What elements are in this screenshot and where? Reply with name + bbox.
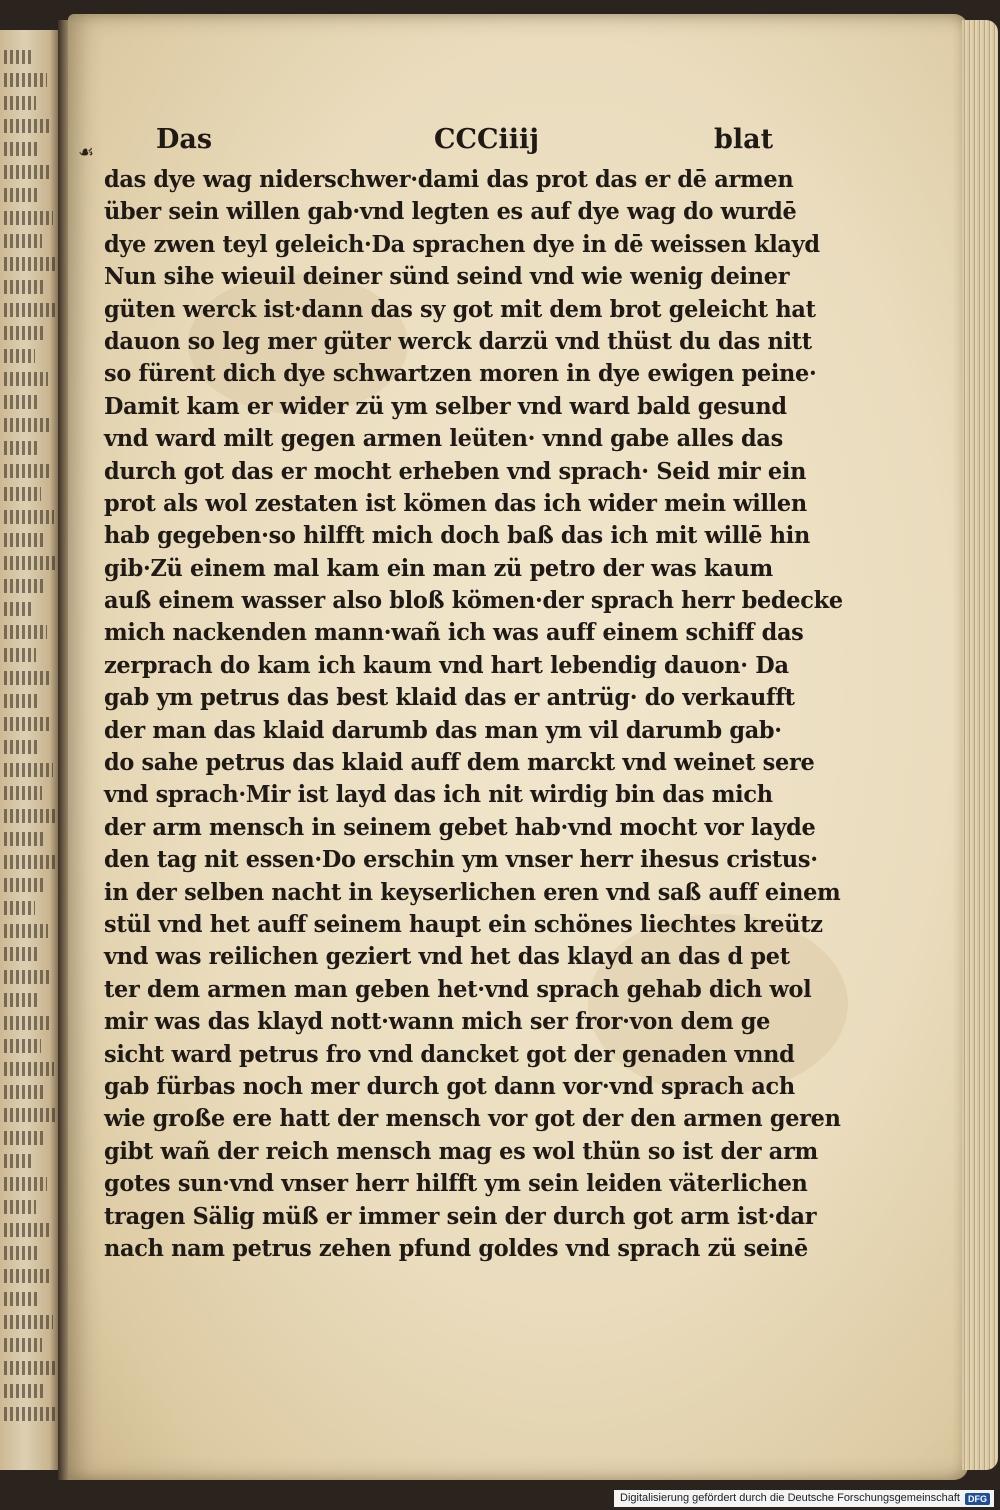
page-edges	[962, 20, 998, 1470]
text-line: der man das klaid darumb das man ym vil darumb gab·	[104, 716, 782, 744]
bleed-through-line	[4, 1200, 36, 1214]
text-line: so fürent dich dye schwartzen moren in dye ewigen peine·	[104, 360, 817, 388]
bleed-through-line	[4, 786, 42, 800]
bleed-through-line	[4, 855, 57, 869]
bleed-through-line	[4, 349, 35, 363]
bleed-through-line	[4, 1108, 56, 1122]
text-line: sicht ward petrus fro vnd dancket got der genaden vnnd	[104, 1040, 795, 1068]
bleed-through-line	[4, 280, 44, 294]
text-line: zerprach do kam ich kaum vnd hart lebendig dauon· Da	[104, 651, 789, 679]
text-line: vnd was reilichen geziert vnd het das klayd an das d pet	[104, 943, 790, 971]
bleed-through-line	[4, 303, 57, 317]
bleed-through-line	[4, 1223, 49, 1237]
text-line: vnd sprach·Mir ist layd das ich nit wirdig bin das mich	[104, 781, 773, 809]
bleed-through-line	[4, 763, 53, 777]
text-line: über sein willen gab·vnd legten es auf dye wag do wurdē	[104, 198, 797, 226]
text-line: hab gegeben·so hilfft mich doch baß das ich mit willē hin	[104, 522, 810, 550]
text-line: gib·Zü einem mal kam ein man zü petro der was kaum	[104, 554, 773, 582]
bleed-through-line	[4, 970, 50, 984]
text-line: vnd ward milt gegen armen leüten· vnnd gabe alles das	[104, 425, 783, 453]
bleed-through-line	[4, 625, 47, 639]
running-head-blat: blat	[714, 124, 774, 155]
bleed-through-line	[4, 1315, 53, 1329]
bleed-through-line	[4, 648, 36, 662]
bleed-through-line	[4, 717, 51, 731]
text-line: dauon so leg mer güter werck darzü vnd thüst du das nitt	[104, 327, 812, 355]
bleed-through-line	[4, 96, 36, 110]
text-line: wie große ere hatt der mensch vor got der den armen geren	[104, 1105, 841, 1133]
bleed-through-line	[4, 1177, 47, 1191]
running-head-title: Das	[156, 124, 213, 155]
printer-mark: ☙	[78, 142, 95, 163]
bleed-through-line	[4, 441, 39, 455]
bleed-through-line	[4, 924, 48, 938]
text-line: gotes sun·vnd vnser herr hilfft ym sein leiden väterlichen	[104, 1170, 808, 1198]
bleed-through-line	[4, 1131, 45, 1145]
text-line: gab ym petrus das best klaid das er antrüg· do verkaufft	[104, 684, 795, 712]
dfg-logo: DFG	[965, 1493, 990, 1505]
bleed-through-line	[4, 510, 54, 524]
text-line: Nun sihe wieuil deiner sünd seind vnd wie wenig deiner	[104, 263, 790, 291]
bleed-through-line	[4, 326, 46, 340]
bleed-through-line	[4, 602, 34, 616]
folio-number: CCCiiij	[434, 124, 540, 155]
bleed-through-line	[4, 188, 40, 202]
bleed-through-line	[4, 211, 53, 225]
bleed-through-line	[4, 464, 52, 478]
text-line: dye zwen teyl geleich·Da sprachen dye in dē weissen klayd	[104, 230, 820, 258]
text-block	[104, 164, 864, 1265]
bleed-through-line	[4, 694, 38, 708]
bleed-through-line	[4, 1361, 55, 1375]
digitization-credit	[614, 1490, 994, 1507]
bleed-through-line	[4, 740, 40, 754]
text-line: das dye wag niderschwer·dami das prot das er dē armen	[104, 166, 794, 193]
text-line: güten werck ist·dann das sy got mit dem brot geleicht hat	[104, 295, 816, 323]
bleed-through-line	[4, 487, 41, 501]
text-line: durch got das er mocht erheben vnd sprach· Seid mir ein	[104, 457, 807, 485]
text-line: ter dem armen man geben het·vnd sprach gehab dich wol	[104, 975, 812, 1003]
text-line: tragen Sälig müß er immer sein der durch got arm ist·dar	[104, 1202, 817, 1230]
bleed-through-line	[4, 832, 44, 846]
running-head	[104, 118, 864, 164]
text-line: der arm mensch in seinem gebet hab·vnd mocht vor layde	[104, 813, 816, 841]
bleed-through-line	[4, 234, 42, 248]
bleed-through-line	[4, 809, 55, 823]
text-line: mich nackenden mann·wañ ich was auff einem schiff das	[104, 619, 804, 647]
bleed-through-line	[4, 165, 51, 179]
page-text	[104, 118, 864, 1265]
bleed-through-line	[4, 1039, 41, 1053]
bleed-through-line	[4, 1062, 54, 1076]
text-line: mir was das klayd nott·wann mich ser fror·von dem ge	[104, 1008, 771, 1036]
bleed-through-line	[4, 533, 43, 547]
bleed-through-line	[4, 50, 34, 64]
text-line: auß einem wasser also bloß kömen·der sprach herr bedecke	[104, 587, 843, 615]
text-line: stül vnd het auff seinem haupt ein schönes liechtes kreütz	[104, 910, 823, 938]
bleed-through-line	[4, 257, 55, 271]
bleed-through-line	[4, 1085, 43, 1099]
credit-text: Digitalisierung gefördert durch die Deutsche Forschungsgemeinschaft	[620, 1492, 960, 1504]
bleed-through-line	[4, 1246, 38, 1260]
bleed-through-line	[4, 418, 50, 432]
text-line: gibt wañ der reich mensch mag es wol thün so ist der arm	[104, 1137, 818, 1165]
text-line: den tag nit essen·Do erschin ym vnser herr ihesus cristus·	[104, 846, 818, 874]
bleed-through-line	[4, 1269, 51, 1283]
bleed-through-line	[4, 1154, 34, 1168]
bleed-through-line	[4, 142, 38, 156]
text-line: prot als wol zestaten ist kömen das ich wider mein willen	[104, 489, 807, 517]
bleed-through-line	[4, 947, 37, 961]
bleed-through-line	[4, 395, 37, 409]
text-line: Damit kam er wider zü ym selber vnd ward bald gesund	[104, 392, 787, 420]
text-line: do sahe petrus das klaid auff dem marckt vnd weinet sere	[104, 749, 815, 777]
bleed-through-line	[4, 579, 45, 593]
text-line: gab fürbas noch mer durch got dann vor·vnd sprach ach	[104, 1072, 795, 1100]
bleed-through-line	[4, 1384, 44, 1398]
bleed-through-line	[4, 372, 48, 386]
bleed-through-line	[4, 119, 49, 133]
bleed-through-line	[4, 1292, 40, 1306]
bleed-through-line	[4, 993, 39, 1007]
bleed-through-line	[4, 1016, 52, 1030]
bleed-through-line	[4, 556, 56, 570]
bleed-through-line	[4, 73, 47, 87]
text-line: in der selben nacht in keyserlichen eren vnd saß auff einem	[104, 878, 841, 906]
bleed-through-line	[4, 1407, 57, 1421]
bleed-through-line	[4, 1338, 42, 1352]
text-line: nach nam petrus zehen pfund goldes vnd sprach zü seinē	[104, 1234, 809, 1262]
bleed-through-line	[4, 671, 49, 685]
bleed-through-line	[4, 901, 35, 915]
left-page-edge	[0, 30, 62, 1470]
bleed-through-line	[4, 878, 46, 892]
